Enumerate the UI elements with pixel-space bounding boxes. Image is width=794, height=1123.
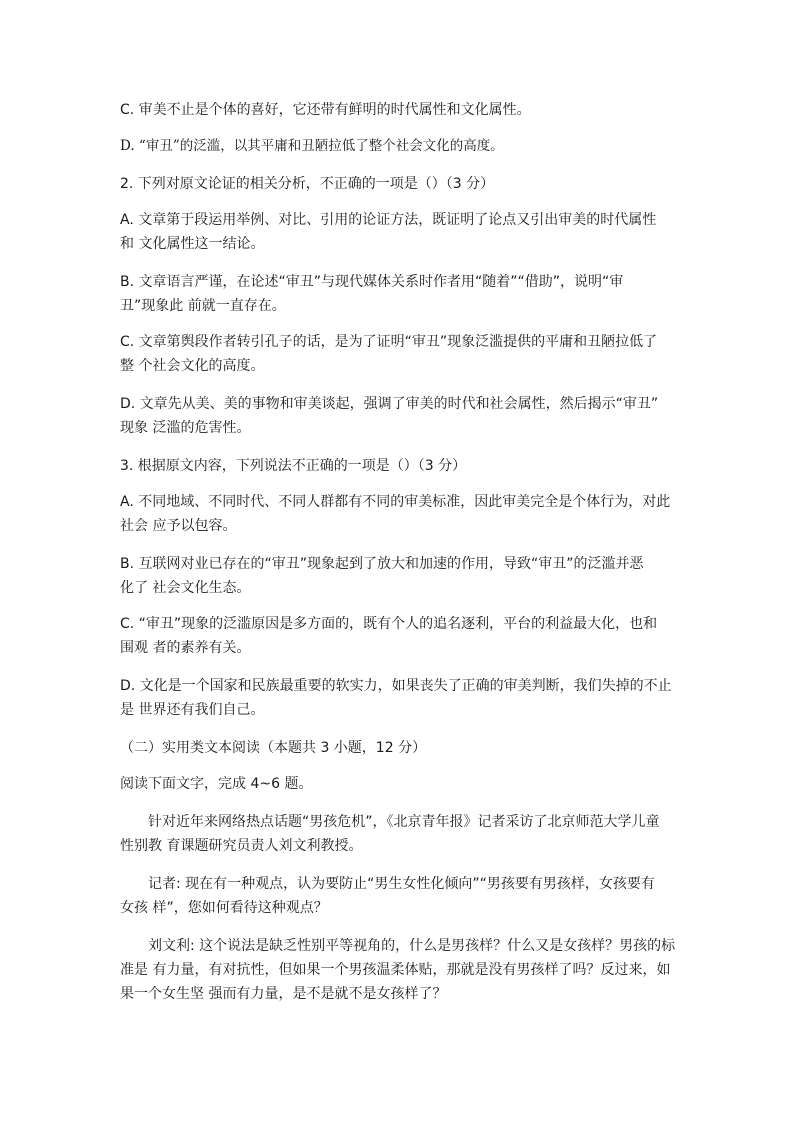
option-3b-line1: B. 互联网对业已存在的“审丑”现象起到了放大和加速的作用，导致“审丑”的泛滥并恶	[120, 556, 644, 572]
passage-para2-line1: 记者: 现在有一种观点，认为要防止“男生女性化倾向”“男孩要有男孩样，女孩要有	[148, 876, 655, 892]
question-3: 3. 根据原文内容，下列说法不正确的一项是（）（3 分）	[120, 458, 467, 474]
section-heading: （二）实用类文本阅读（本题共 3 小题，12 分）	[120, 740, 427, 756]
option-1c: C. 审美不止是个体的喜好，它还带有鲜明的时代属性和文化属性。	[120, 102, 531, 118]
option-2c-line2: 整 个社会文化的高度。	[120, 358, 265, 374]
option-2a-line2: 和 文化属性这一结论。	[120, 236, 265, 252]
passage-para3-line2: 准是 有力量，有对抗性，但如果一个男孩温柔体贴，那就是没有男孩样了吗？反过来，如	[120, 962, 671, 978]
passage-para1-line1: 针对近年来网络热点话题“男孩危机”，《北京青年报》记者采访了北京师范大学儿童	[148, 814, 660, 830]
option-2b-line1: B. 文章语言严谨，在论述“审丑”与现代媒体关系时作者用“随着”“借助”，说明“审	[120, 274, 624, 290]
option-2d-line2: 现象 泛滥的危害性。	[120, 420, 251, 436]
option-2b-line2: 丑”现象此 前就一直存在。	[120, 298, 286, 314]
passage-para1-line2: 性别教 育课题研究员责人刘文利教授。	[120, 838, 363, 854]
option-3c-line2: 围观 者的素养有关。	[120, 640, 251, 656]
option-3a-line1: A. 不同地域、不同时代、不同人群都有不同的审美标准，因此审美完全是个体行为，对此	[120, 494, 671, 510]
option-3d-line2: 是 世界还有我们自己。	[120, 702, 265, 718]
option-2d-line1: D. 文章先从美、美的事物和审美谈起，强调了审美的时代和社会属性，然后揭示“审丑”	[120, 396, 659, 412]
reading-instruction: 阅读下面文字，完成 4~6 题。	[120, 776, 313, 792]
option-2a-line1: A. 文章第于段运用举例、对比、引用的论证方法，既证明了论点又引出审美的时代属性	[120, 212, 657, 228]
option-3a-line2: 社会 应予以包容。	[120, 518, 237, 534]
passage-para2-line2: 女孩 样”，您如何看待这种观点？	[120, 900, 328, 916]
option-2c-line1: C. 文章第舆段作者转引孔子的话，是为了证明“审丑”现象泛滥提供的平庸和丑陋拉低了	[120, 334, 658, 350]
option-1d: D. “审丑”的泛滥，以其平庸和丑陋拉低了整个社会文化的高度。	[120, 138, 504, 154]
passage-para3-line1: 刘文利: 这个说法是缺乏性别平等视角的，什么是男孩样？什么又是女孩样？男孩的标	[148, 938, 676, 954]
question-2: 2. 下列对原文论证的相关分析，不正确的一项是（）（3 分）	[120, 176, 495, 192]
option-3b-line2: 化了 社会文化生态。	[120, 580, 251, 596]
option-3c-line1: C. “审丑”现象的泛滥原因是多方面的，既有个人的追名逐利，平台的利益最大化，也和	[120, 616, 658, 632]
passage-para3-line3: 果一个女生坚 强而有力量，是不是就不是女孩样了？	[120, 986, 447, 1002]
option-3d-line1: D. 文化是一个国家和民族最重要的软实力，如果丧失了正确的审美判断，我们失掉的不止	[120, 678, 672, 694]
